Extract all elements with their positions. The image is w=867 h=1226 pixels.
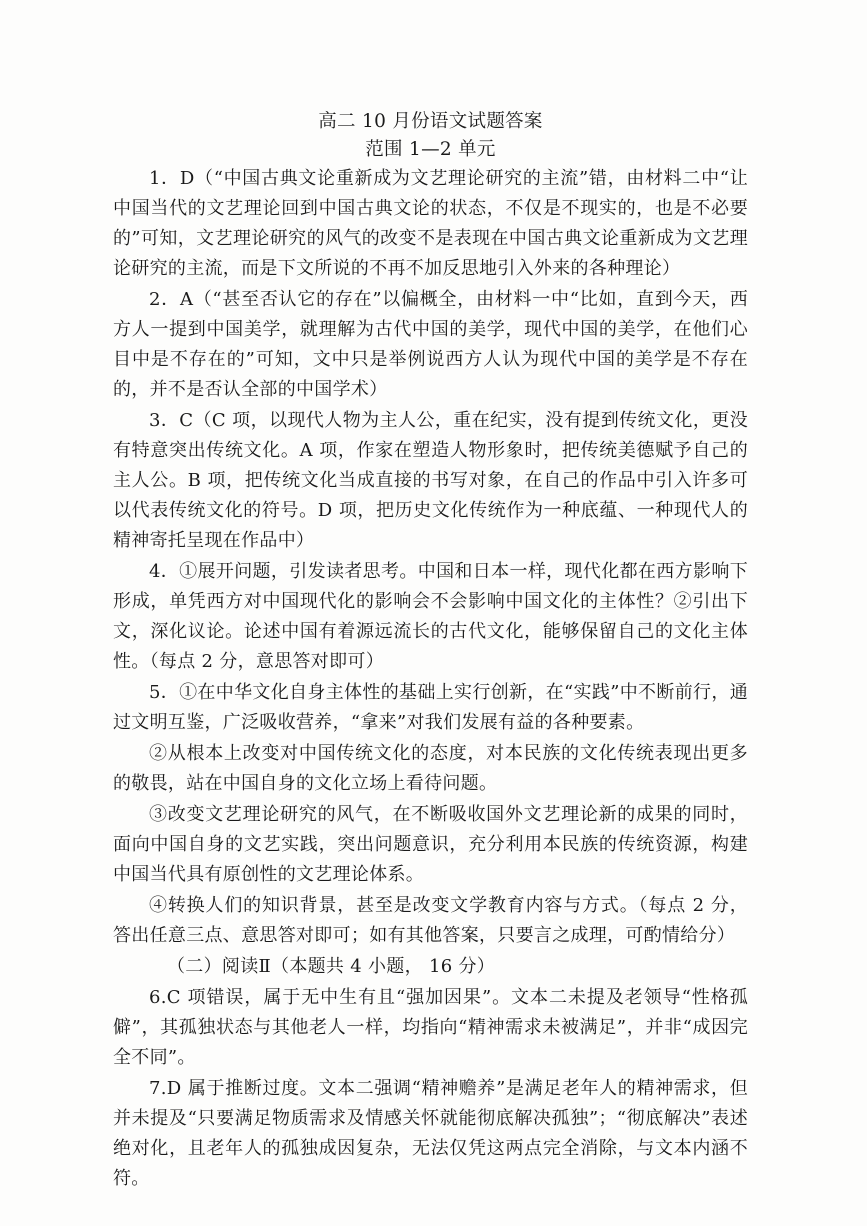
answer-1: 1．D（“中国古典文论重新成为文艺理论研究的主流”错，由材料二中“让中国当代的文艺理论回到中国古典文论的状态，不仅是不现实的，也是不必要的”可知，文艺理论研究的风气的改变不是表现在中国古典文论重新成为文艺理论研究的主流，而是下文所说的不再不加反思地引入外来的各种理论） bbox=[113, 168, 748, 279]
answer-7: 7.D 属于推断过度。文本二强调“精神赡养”是满足老年人的精神需求，但并未提及“只要满足物质需求及情感关怀就能彻底解决孤独”；“彻底解决”表述绝对化，且老年人的孤独成因复杂，无法仅凭这两点完全消除，与文本内涵不符。 bbox=[113, 1078, 748, 1189]
answer-5-point-4: ④转换人们的知识背景，甚至是改变文学教育内容与方式。（每点 2 分，答出任意三点、意思答对即可；如有其他答案，只要言之成理，可酌情给分） bbox=[113, 895, 748, 946]
document-subtitle: 范围 1—2 单元 bbox=[365, 139, 496, 160]
answer-4: 4．①展开问题，引发读者思考。中国和日本一样，现代化都在西方影响下形成，单凭西方对中国现代化的影响会不会影响中国文化的主体性？②引出下文，深化议论。论述中国有着源远流长的古代文化，能够保留自己的文化主体性。（每点 2 分，意思答对即可） bbox=[113, 561, 748, 672]
answer-3: 3．C（C 项，以现代人物为主人公，重在纪实，没有提到传统文化，更没有特意突出传统文化。A 项，作家在塑造人物形象时，把传统美德赋予自己的主人公。B 项，把传统文化当成直接的书写对象，在自己的作品中引入许多可以代表传统文化的符号。D 项，把历史文化传统作为一种底蕴、一种现代人的精神寄托呈现在作品中） bbox=[113, 410, 748, 551]
answer-6: 6.C 项错误，属于无中生有且“强加因果”。文本二未提及老领导“性格孤僻”，其孤独状态与其他老人一样，均指向“精神需求未被满足”，并非“成因完全不同”。 bbox=[113, 987, 748, 1068]
answer-5-point-3: ③改变文艺理论研究的风气，在不断吸收国外文艺理论新的成果的同时，面向中国自身的文艺实践，突出问题意识，充分利用本民族的传统资源，构建中国当代具有原创性的文艺理论体系。 bbox=[113, 804, 748, 885]
answer-5-point-1: 5．①在中华文化自身主体性的基础上实行创新，在“实践”中不断前行，通过文明互鉴，广泛吸收营养，“拿来”对我们发展有益的各种要素。 bbox=[113, 682, 748, 733]
answer-document bbox=[113, 108, 748, 1194]
section-heading-reading-2: （二）阅读Ⅱ（本题共 4 小题， 16 分） bbox=[167, 956, 496, 977]
answer-2: 2．A（“甚至否认它的存在”以偏概全，由材料一中“比如，直到今天，西方人一提到中国美学，就理解为古代中国的美学，现代中国的美学，在他们心目中是不存在的”可知，文中只是举例说西方人认为现代中国的美学是不存在的，并不是否认全部的中国学术） bbox=[113, 289, 748, 400]
document-title: 高二 10 月份语文试题答案 bbox=[318, 111, 543, 132]
answer-5-point-2: ②从根本上改变对中国传统文化的态度，对本民族的文化传统表现出更多的敬畏，站在中国自身的文化立场上看待问题。 bbox=[113, 743, 748, 794]
